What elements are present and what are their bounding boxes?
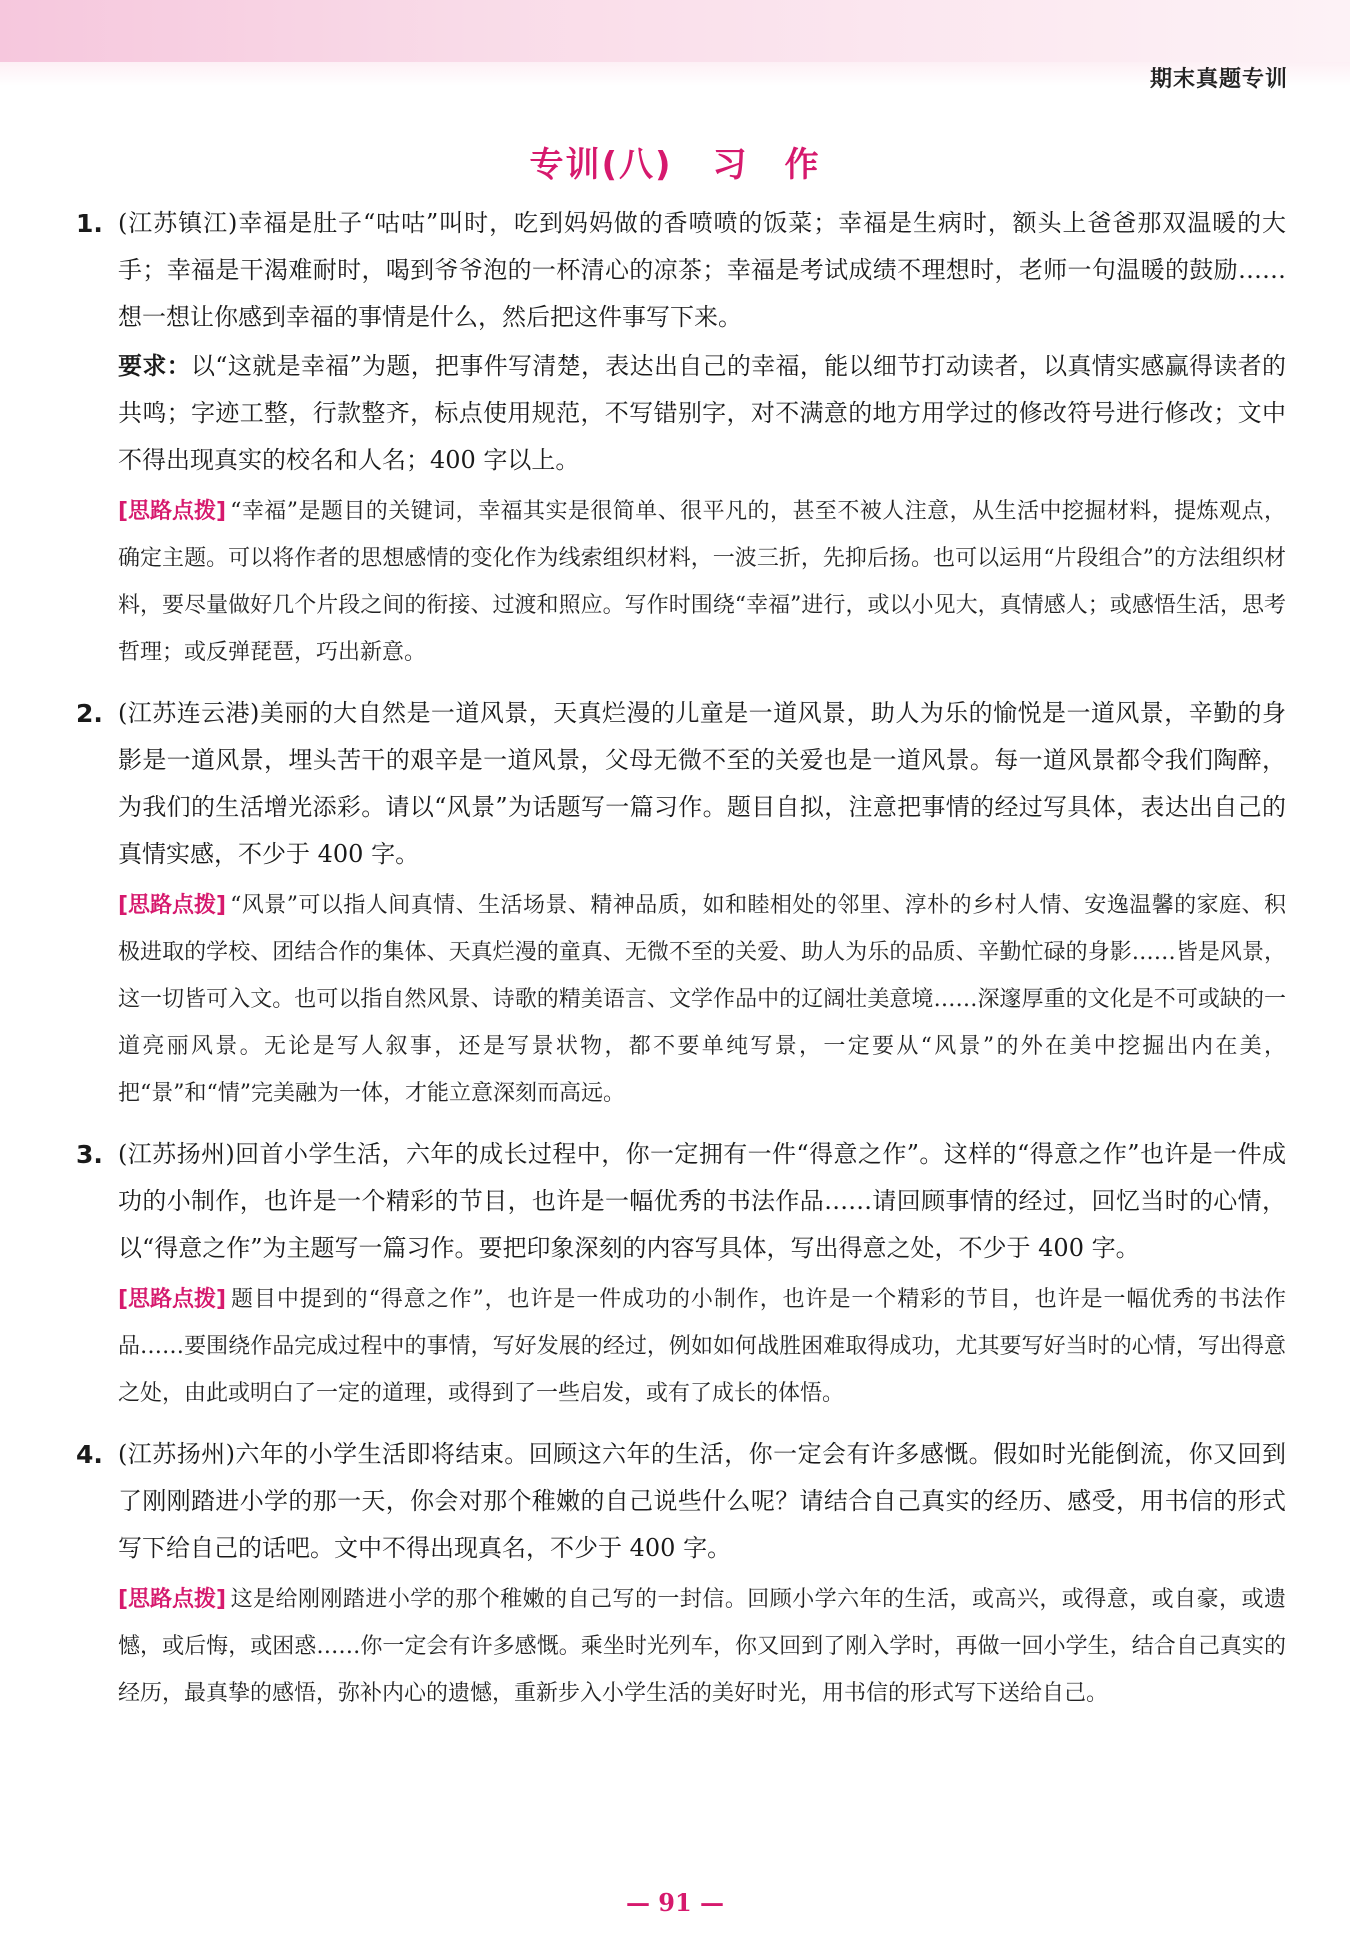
question-text: (江苏扬州)六年的小学生活即将结束。回顾这六年的生活，你一定会有许多感慨。假如时光能倒流，你又回到了刚刚踏进小学的那一天，你会对那个稚嫩的自己说些什么呢？请结合自己真实的经历、感受，用书信的形式写下给自己的话吧。文中不得出现真名，不少于 400 字。 [118, 1440, 1286, 1562]
header-band-fade [0, 62, 1350, 86]
question-item [76, 1131, 1286, 1417]
question-item [76, 1431, 1286, 1717]
question-item [76, 690, 1286, 1117]
question-number: 1. [76, 209, 103, 238]
question-number: 3. [76, 1140, 103, 1169]
question-hint [118, 1576, 1286, 1717]
hint-text: “风景”可以指人间真情、生活场景、精神品质，如和睦相处的邻里、淳朴的乡村人情、安逸温馨的家庭、积极进取的学校、团结合作的集体、天真烂漫的童真、无微不至的关爱、助人为乐的品质、辛勤忙碌的身影……皆是风景，这一切皆可入文。也可以指自然风景、诗歌的精美语言、文学作品中的辽阔壮美意境……深邃厚重的文化是不可或缺的一道亮丽风景。无论是写人叙事，还是写景状物，都不要单纯写景，一定要从“风景”的外在美中挖掘出内在美，把“景”和“情”完美融为一体，才能立意深刻而高远。 [118, 893, 1286, 1106]
question-text: (江苏扬州)回首小学生活，六年的成长过程中，你一定拥有一件“得意之作”。这样的“得意之作”也许是一件成功的小制作，也许是一个精彩的节目，也许是一幅优秀的书法作品……请回顾事情的经过，回忆当时的心情，以“得意之作”为主题写一篇习作。要把印象深刻的内容写具体，写出得意之处，不少于 400 字。 [118, 1140, 1286, 1262]
header-band [0, 0, 1350, 62]
question-item [76, 200, 1286, 676]
question-requirement [118, 343, 1286, 484]
page-number: — 91 — [625, 1888, 725, 1917]
page-title-subject: 习 作 [712, 145, 821, 185]
hint-text: 这是给刚刚踏进小学的那个稚嫩的自己写的一封信。回顾小学六年的生活，或高兴，或得意，或自豪，或遗憾，或后悔，或困惑……你一定会有许多感慨。乘坐时光列车，你又回到了刚入学时，再做一回小学生，结合自己真实的经历，最真挚的感悟，弥补内心的遗憾，重新步入小学生活的美好时光，用书信的形式写下送给自己。 [118, 1587, 1286, 1706]
question-hint [118, 1276, 1286, 1417]
question-text: (江苏镇江)幸福是肚子“咕咕”叫时，吃到妈妈做的香喷喷的饭菜；幸福是生病时，额头上爸爸那双温暖的大手；幸福是干渴难耐时，喝到爷爷泡的一杯清心的凉茶；幸福是考试成绩不理想时，老师一句温暖的鼓励……想一想让你感到幸福的事情是什么，然后把这件事写下来。 [118, 209, 1286, 331]
question-hint [118, 488, 1286, 676]
requirement-text: 以“这就是幸福”为题，把事件写清楚，表达出自己的幸福，能以细节打动读者，以真情实感赢得读者的共鸣；字迹工整，行款整齐，标点使用规范，不写错别字，对不满意的地方用学过的修改符号进行修改；文中不得出现真实的校名和人名；400 字以上。 [118, 352, 1286, 474]
page-title [0, 137, 1350, 186]
hint-label: [思路点拨] [118, 1287, 227, 1312]
question-list [76, 200, 1286, 1731]
question-number: 4. [76, 1440, 103, 1469]
hint-label: [思路点拨] [118, 1587, 227, 1612]
question-number: 2. [76, 699, 103, 728]
page-title-prefix: 专训(八) [529, 145, 673, 185]
hint-text: 题目中提到的“得意之作”，也许是一件成功的小制作，也许是一个精彩的节目，也许是一幅优秀的书法作品……要围绕作品完成过程中的事情，写好发展的经过，例如如何战胜困难取得成功，尤其要写好当时的心情，写出得意之处，由此或明白了一定的道理，或得到了一些启发，或有了成长的体悟。 [118, 1287, 1286, 1406]
question-text: (江苏连云港)美丽的大自然是一道风景，天真烂漫的儿童是一道风景，助人为乐的愉悦是一道风景，辛勤的身影是一道风景，埋头苦干的艰辛是一道风景，父母无微不至的关爱也是一道风景。每一道风景都令我们陶醉，为我们的生活增光添彩。请以“风景”为话题写一篇习作。题目自拟，注意把事情的经过写具体，表达出自己的真情实感，不少于 400 字。 [118, 699, 1286, 868]
question-hint [118, 882, 1286, 1117]
hint-label: [思路点拨] [118, 499, 227, 524]
section-header-title: 期末真题专训 [1149, 67, 1288, 92]
hint-label: [思路点拨] [118, 893, 227, 918]
hint-text: “幸福”是题目的关键词，幸福其实是很简单、很平凡的，甚至不被人注意，从生活中挖掘材料，提炼观点，确定主题。可以将作者的思想感情的变化作为线索组织材料，一波三折，先抑后扬。也可以运用“片段组合”的方法组织材料，要尽量做好几个片段之间的衔接、过渡和照应。写作时围绕“幸福”进行，或以小见大，真情感人；或感悟生活，思考哲理；或反弹琵琶，巧出新意。 [118, 499, 1286, 665]
requirement-label: 要求： [118, 352, 191, 380]
